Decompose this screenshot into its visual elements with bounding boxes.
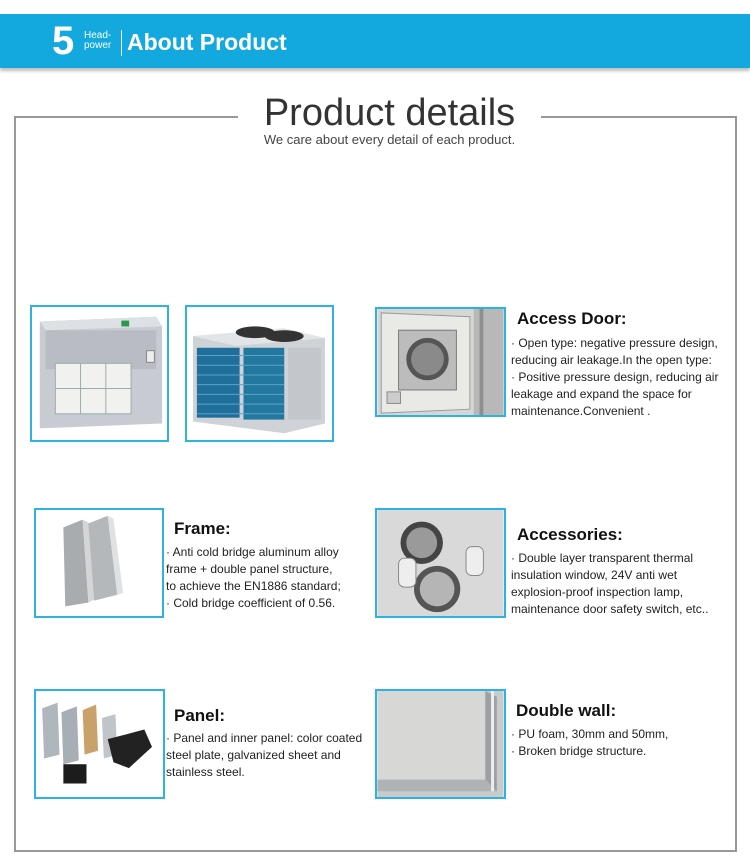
panel-line: steel plate, galvanized sheet and <box>166 748 341 762</box>
accessories-description <box>511 550 708 618</box>
frame-top-line-left <box>14 116 238 118</box>
access-door-line: reducing air leakage.In the open type: <box>511 353 712 367</box>
brand-logo-text <box>84 31 111 51</box>
double-wall-image <box>375 689 506 799</box>
double-wall-line: · PU foam, 30mm and 50mm, <box>511 727 669 741</box>
access-door-line: maintenance.Convenient . <box>511 404 651 418</box>
frame-line: · Anti cold bridge aluminum alloy <box>166 545 339 559</box>
header-divider <box>121 30 122 56</box>
frame-top-line-right <box>541 116 737 118</box>
access-door-line: · Positive pressure design, reducing air <box>511 370 719 384</box>
panel-line: · Panel and inner panel: color coated <box>166 731 363 745</box>
indoor-unit-image <box>30 305 169 442</box>
header-banner <box>0 14 750 68</box>
panel-line: stainless steel. <box>166 765 245 779</box>
panel-image <box>34 689 165 799</box>
accessories-line: insulation window, 24V anti wet <box>511 568 678 582</box>
outdoor-unit-image <box>185 305 334 442</box>
frame-description <box>166 544 341 612</box>
page-title: Product details <box>263 92 516 134</box>
access-door-description <box>511 335 718 420</box>
accessories-line: maintenance door safety switch, etc.. <box>511 602 709 616</box>
frame-line: · Cold bridge coefficient of 0.56. <box>166 596 336 610</box>
frame-image <box>34 508 164 618</box>
brand-line-2: power <box>84 40 112 51</box>
double-wall-title: Double wall: <box>516 701 617 720</box>
accessories-image <box>375 508 506 618</box>
accessories-title: Accessories: <box>517 525 623 544</box>
access-door-image <box>375 307 506 417</box>
brand-line-1: Head- <box>84 30 112 41</box>
accessories-line: · Double layer transparent thermal <box>511 551 694 565</box>
section-number: 5 <box>52 19 75 63</box>
access-door-title: Access Door: <box>517 309 627 328</box>
frame-line: to achieve the EN1886 standard; <box>166 579 341 593</box>
access-door-line: leakage and expand the space for <box>511 387 692 401</box>
access-door-line: · Open type: negative pressure design, <box>511 336 718 350</box>
accessories-line: explosion-proof inspection lamp, <box>511 585 684 599</box>
frame-title: Frame: <box>174 519 231 538</box>
panel-description <box>166 730 362 781</box>
header-title: About Product <box>127 29 287 55</box>
page-subtitle: We care about every detail of each product. <box>263 132 516 147</box>
panel-title: Panel: <box>174 706 226 725</box>
double-wall-line: · Broken bridge structure. <box>511 744 647 758</box>
frame-line: frame + double panel structure, <box>166 562 333 576</box>
double-wall-description <box>511 726 668 760</box>
